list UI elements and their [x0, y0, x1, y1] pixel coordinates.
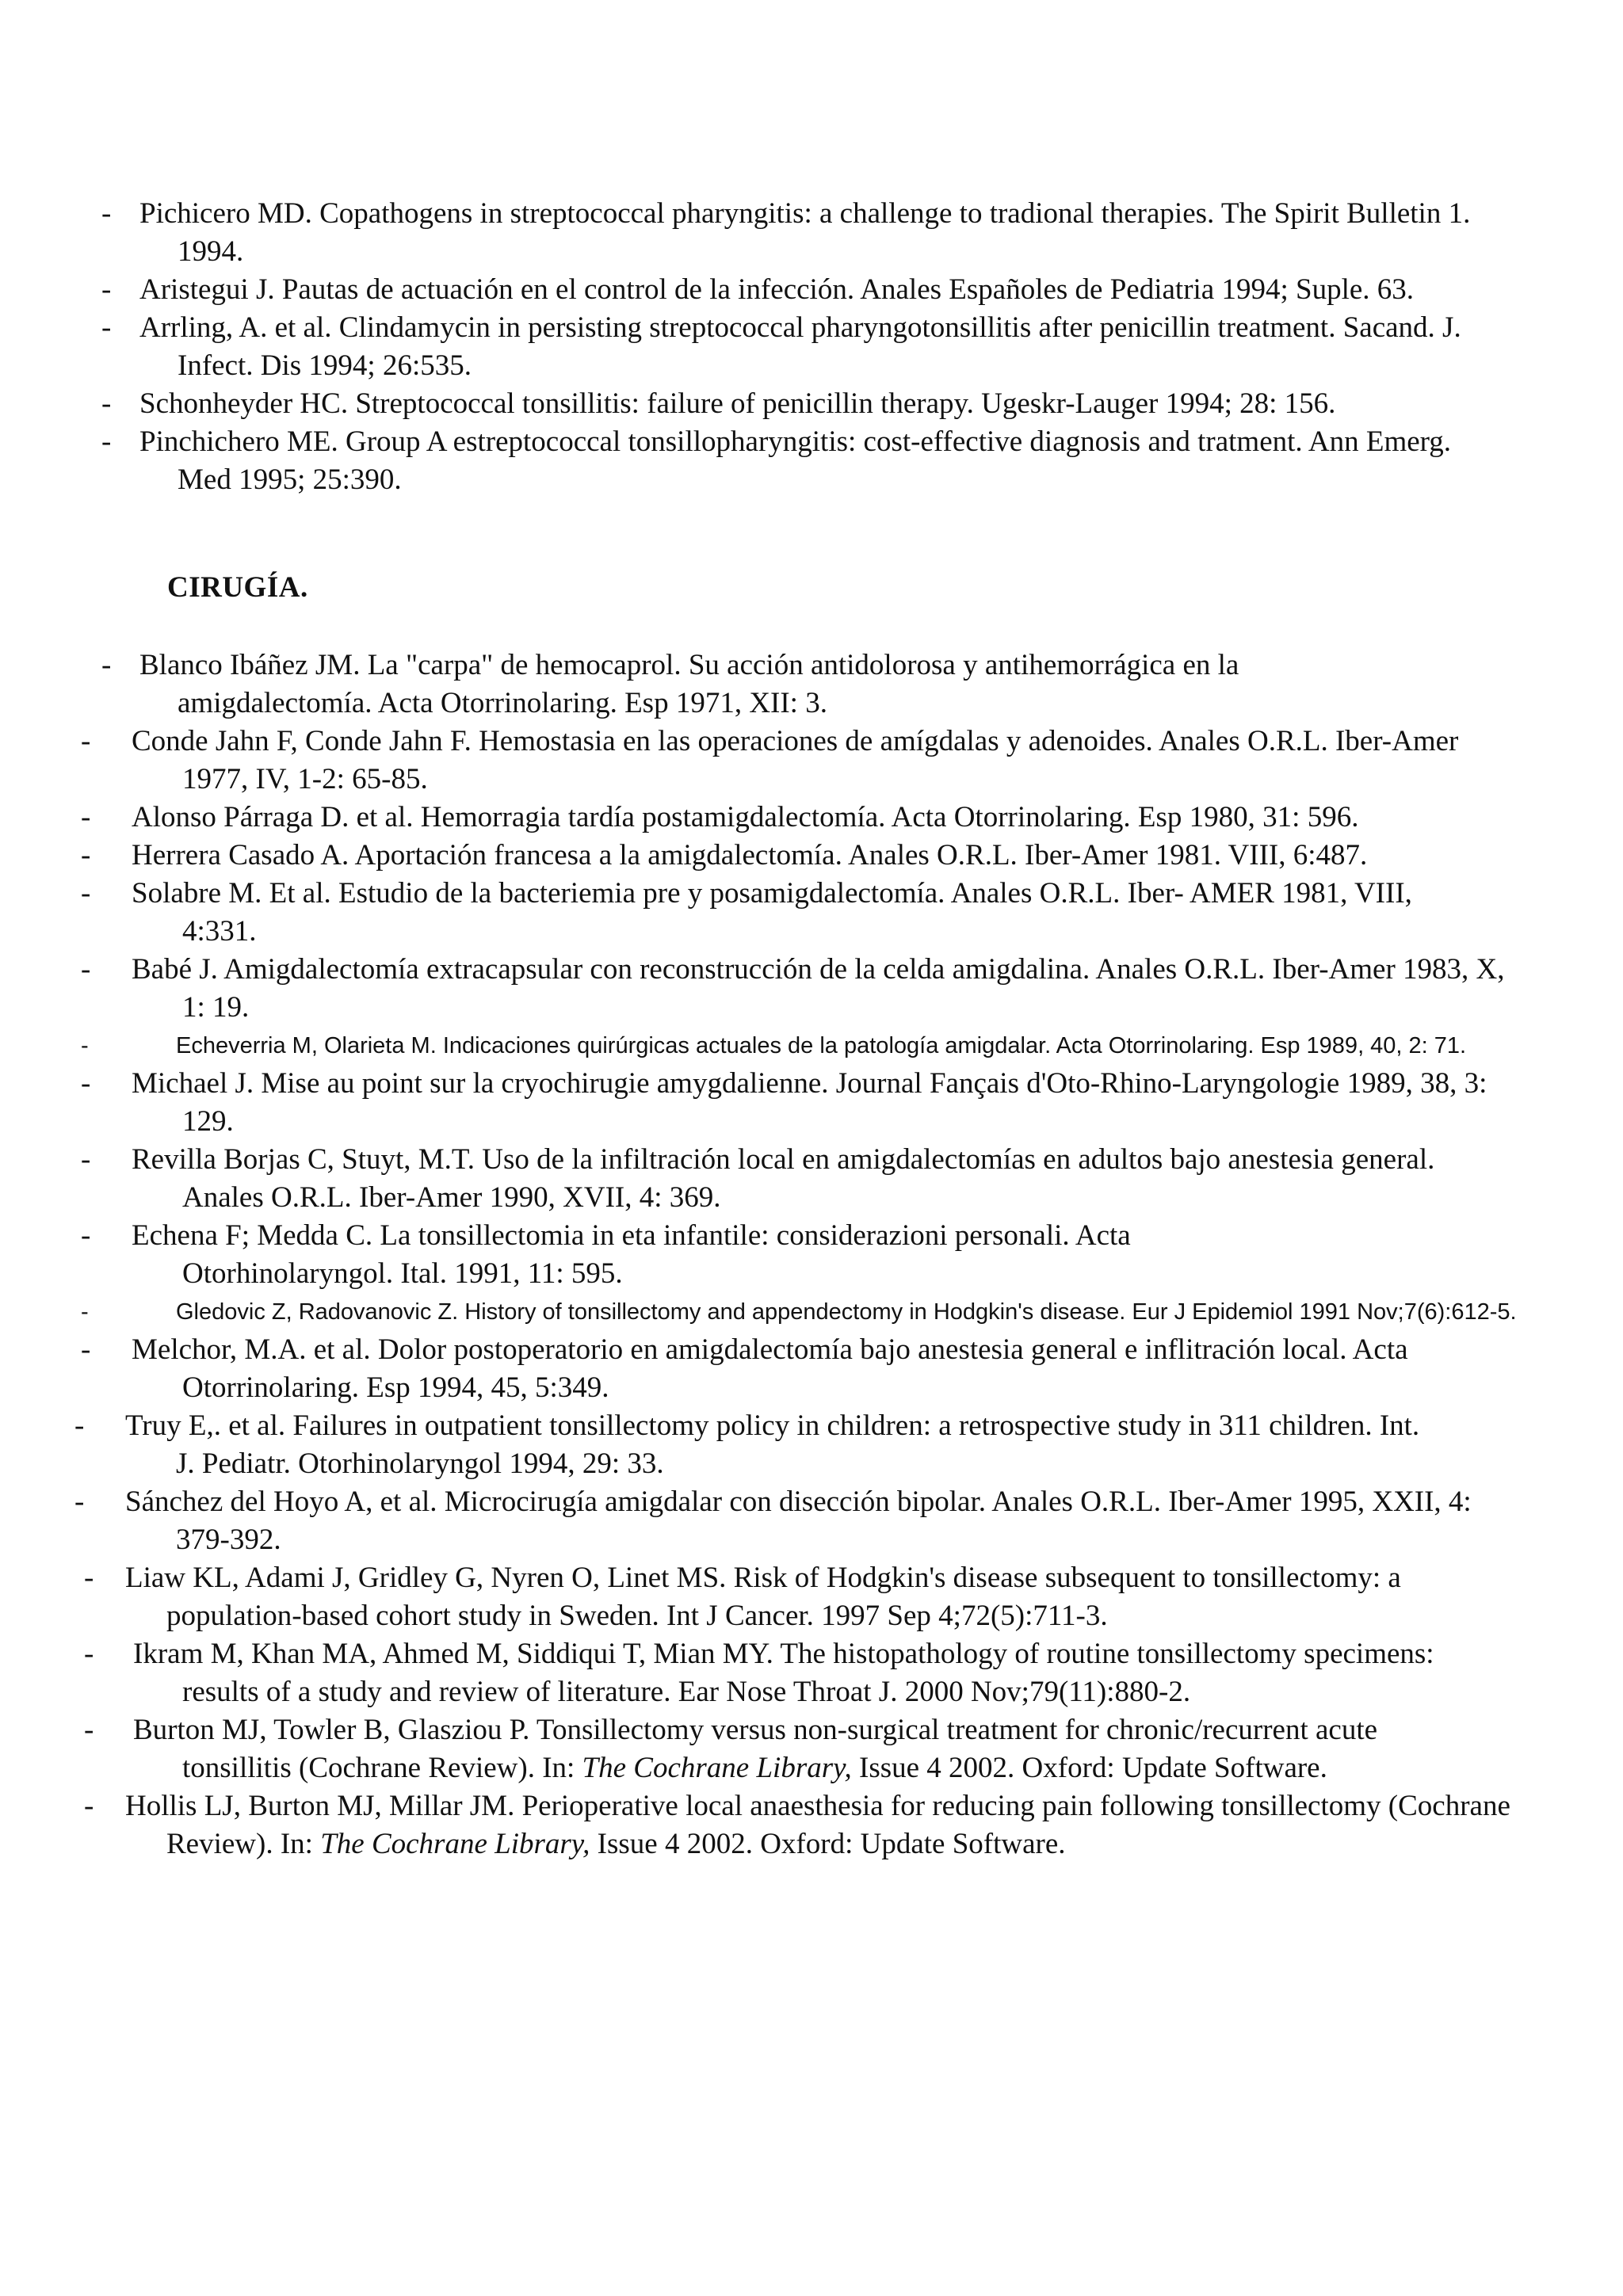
- reference-item: - Herrera Casado A. Aportación francesa a la amigdalectomía. Anales O.R.L. Iber-Amer 1981. VIII, 6:487.: [81, 839, 1368, 871]
- reference-item: - Babé J. Amigdalectomía extracapsular con reconstrucción de la celda amigdalina. Anales O.R.L. Iber-Amer 1983, X, 1: 19.: [81, 953, 1505, 1024]
- reference-text: Echeverria M, Olarieta M. Indicaciones quirúrgicas actuales de la patología amigdalar. Acta Otorrinolaring. Esp 1989, 40, 2: 71.: [176, 1033, 1467, 1058]
- reference-item: - Gledovic Z, Radovanovic Z. History of tonsillectomy and appendectomy in Hodgkin's disease. Eur J Epidemiol 1991 Nov;7(6):612-5.: [81, 1299, 1517, 1325]
- reference-text: Schonheyder HC. Streptococcal tonsillitis: failure of penicillin therapy. Ugeskr-Lauger 1994; 28: 156.: [139, 387, 1336, 420]
- reference-text-tail: Issue 4 2002. Oxford: Update Software.: [851, 1752, 1327, 1784]
- reference-item: - Arrling, A. et al. Clindamycin in persisting streptococcal pharyngotonsillitis after penicillin treatment. Sacand. J. Infect. Dis 1994; 26:535.: [101, 311, 1461, 382]
- reference-item: - Melchor, M.A. et al. Dolor postoperatorio en amigdalectomía bajo anestesia general e inflitración local. Acta Otorrinolaring. Esp 1994, 45, 5:349.: [81, 1333, 1408, 1404]
- reference-list-surgery: [0, 646, 1623, 1863]
- reference-item: - Aristegui J. Pautas de actuación en el control de la infección. Anales Españoles de Pediatria 1994; Suple. 63.: [101, 273, 1415, 306]
- reference-text: Pinchichero ME. Group A estreptococcal tonsillopharyngitis: cost-effective diagnosis and tratment. Ann Emerg. Med 1995; 25:390.: [139, 425, 1452, 496]
- reference-item: - Echena F; Medda C. La tonsillectomia in eta infantile: considerazioni personali. Acta Otorhinolaryngol. Ital. 1991, 11: 595.: [81, 1219, 1131, 1290]
- reference-text: Arrling, A. et al. Clindamycin in persisting streptococcal pharyngotonsillitis after penicillin treatment. Sacand. J. Infect. Dis 1994; 26:535.: [139, 311, 1461, 382]
- reference-item: - Revilla Borjas C, Stuyt, M.T. Uso de la infiltración local en amigdalectomías en adultos bajo anestesia general. Anales O.R.L. Iber-Amer 1990, XVII, 4: 369.: [81, 1143, 1435, 1214]
- reference-text: Aristegui J. Pautas de actuación en el control de la infección. Anales Españoles de Pediatria 1994; Suple. 63.: [139, 273, 1415, 306]
- reference-text: Solabre M. Et al. Estudio de la bacteriemia pre y posamigdalectomía. Anales O.R.L. Iber- AMER 1981, VIII, 4:331.: [132, 877, 1412, 948]
- reference-text: Hollis LJ, Burton MJ, Millar JM. Perioperative local anaesthesia for reducing pain following tonsillectomy (Cochrane Review). In:: [125, 1790, 1510, 1860]
- section-heading: CIRUGÍA.: [167, 571, 308, 604]
- reference-text: Herrera Casado A. Aportación francesa a la amigdalectomía. Anales O.R.L. Iber-Amer 1981. VIII, 6:487.: [132, 839, 1368, 871]
- reference-item: - Conde Jahn F, Conde Jahn F. Hemostasia en las operaciones de amígdalas y adenoides. Anales O.R.L. Iber-Amer 1977, IV, 1-2: 65-85.: [81, 725, 1459, 795]
- reference-text-tail: Issue 4 2002. Oxford: Update Software.: [590, 1828, 1066, 1860]
- reference-text: Truy E,. et al. Failures in outpatient tonsillectomy policy in children: a retrospective study in 311 children. Int. J. Pediatr. Otorhinolaryngol 1994, 29: 33.: [125, 1409, 1420, 1480]
- reference-item: - Echeverria M, Olarieta M. Indicaciones quirúrgicas actuales de la patología amigdalar. Acta Otorrinolaring. Esp 1989, 40, 2: 71.: [81, 1033, 1467, 1058]
- reference-item: - Liaw KL, Adami J, Gridley G, Nyren O, Linet MS. Risk of Hodgkin's disease subsequent to tonsillectomy: a population-based cohort study in Sweden. Int J Cancer. 1997 Sep 4;72(5):711-3.: [84, 1562, 1401, 1632]
- reference-text: Babé J. Amigdalectomía extracapsular con reconstrucción de la celda amigdalina. Anales O.R.L. Iber-Amer 1983, X, 1: 19.: [132, 953, 1505, 1024]
- reference-text: Pichicero MD. Copathogens in streptococcal pharyngitis: a challenge to tradional therapies. The Spirit Bulletin 1. 1994.: [139, 197, 1471, 268]
- reference-item: - Alonso Párraga D. et al. Hemorragia tardía postamigdalectomía. Acta Otorrinolaring. Esp 1980, 31: 596.: [81, 801, 1359, 833]
- reference-item: - Pichicero MD. Copathogens in streptococcal pharyngitis: a challenge to tradional therapies. The Spirit Bulletin 1. 1994.: [101, 197, 1471, 268]
- reference-item: - Burton MJ, Towler B, Glasziou P. Tonsillectomy versus non-surgical treatment for chronic/recurrent acute tonsillitis (Cochrane Review). In: The Cochrane Library, Issue 4 2002. Oxford: Update Software.: [84, 1714, 1378, 1784]
- reference-text: Revilla Borjas C, Stuyt, M.T. Uso de la infiltración local en amigdalectomías en adultos bajo anestesia general. Anales O.R.L. Iber-Amer 1990, XVII, 4: 369.: [132, 1143, 1435, 1214]
- reference-journal-italic: The Cochrane Library,: [320, 1828, 590, 1860]
- reference-text: Blanco Ibáñez JM. La "carpa" de hemocaprol. Su acción antidolorosa y antihemorrágica en la amigdalectomía. Acta Otorrinolaring. Esp 1971, XII: 3.: [139, 649, 1239, 719]
- reference-journal-italic: The Cochrane Library,: [582, 1752, 852, 1784]
- reference-text: Burton MJ, Towler B, Glasziou P. Tonsillectomy versus non-surgical treatment for chronic/recurrent acute tonsillitis (Cochrane Review). In:: [133, 1714, 1378, 1784]
- reference-text: Alonso Párraga D. et al. Hemorragia tardía postamigdalectomía. Acta Otorrinolaring. Esp 1980, 31: 596.: [132, 801, 1359, 833]
- reference-text: Melchor, M.A. et al. Dolor postoperatorio en amigdalectomía bajo anestesia general e inflitración local. Acta Otorrinolaring. Esp 1994, 45, 5:349.: [132, 1333, 1408, 1404]
- reference-item: - Solabre M. Et al. Estudio de la bacteriemia pre y posamigdalectomía. Anales O.R.L. Iber- AMER 1981, VIII, 4:331.: [81, 877, 1412, 948]
- reference-list-top: [0, 195, 1623, 499]
- reference-item: - Sánchez del Hoyo A, et al. Microcirugía amigdalar con disección bipolar. Anales O.R.L. Iber-Amer 1995, XXII, 4: 379-392.: [74, 1486, 1472, 1556]
- reference-text: Conde Jahn F, Conde Jahn F. Hemostasia en las operaciones de amígdalas y adenoides. Anales O.R.L. Iber-Amer 1977, IV, 1-2: 65-85.: [132, 725, 1459, 795]
- reference-item: - Ikram M, Khan MA, Ahmed M, Siddiqui T, Mian MY. The histopathology of routine tonsillectomy specimens: results of a study and review of literature. Ear Nose Throat J. 2000 Nov;79(11):880-2.: [84, 1638, 1434, 1708]
- reference-item: - Hollis LJ, Burton MJ, Millar JM. Perioperative local anaesthesia for reducing pain following tonsillectomy (Cochrane Review). In: The Cochrane Library, Issue 4 2002. Oxford: Update Software.: [84, 1790, 1510, 1860]
- reference-item: - Pinchichero ME. Group A estreptococcal tonsillopharyngitis: cost-effective diagnosis and tratment. Ann Emerg. Med 1995; 25:390.: [101, 425, 1452, 496]
- reference-text: Michael J. Mise au point sur la cryochirugie amygdalienne. Journal Fançais d'Oto-Rhino-Laryngologie 1989, 38, 3: 129.: [132, 1067, 1487, 1138]
- reference-text: Gledovic Z, Radovanovic Z. History of tonsillectomy and appendectomy in Hodgkin's disease. Eur J Epidemiol 1991 Nov;7(6):612-5.: [176, 1299, 1517, 1325]
- reference-text: Ikram M, Khan MA, Ahmed M, Siddiqui T, Mian MY. The histopathology of routine tonsillectomy specimens: results of a study and review of literature. Ear Nose Throat J. 2000 Nov;79(11):880-2.: [133, 1638, 1434, 1708]
- reference-text: Sánchez del Hoyo A, et al. Microcirugía amigdalar con disección bipolar. Anales O.R.L. Iber-Amer 1995, XXII, 4: 379-392.: [125, 1486, 1472, 1556]
- reference-text: Liaw KL, Adami J, Gridley G, Nyren O, Linet MS. Risk of Hodgkin's disease subsequent to tonsillectomy: a population-based cohort study in Sweden. Int J Cancer. 1997 Sep 4;72(5):711-3.: [125, 1562, 1401, 1632]
- reference-text: Echena F; Medda C. La tonsillectomia in eta infantile: considerazioni personali. Acta Otorhinolaryngol. Ital. 1991, 11: 595.: [132, 1219, 1131, 1290]
- reference-item: - Schonheyder HC. Streptococcal tonsillitis: failure of penicillin therapy. Ugeskr-Lauger 1994; 28: 156.: [101, 387, 1336, 420]
- reference-item: - Blanco Ibáñez JM. La "carpa" de hemocaprol. Su acción antidolorosa y antihemorrágica en la amigdalectomía. Acta Otorrinolaring. Esp 1971, XII: 3.: [101, 649, 1239, 719]
- reference-item: - Truy E,. et al. Failures in outpatient tonsillectomy policy in children: a retrospective study in 311 children. Int. J. Pediatr. Otorhinolaryngol 1994, 29: 33.: [74, 1409, 1420, 1480]
- reference-item: - Michael J. Mise au point sur la cryochirugie amygdalienne. Journal Fançais d'Oto-Rhino-Laryngologie 1989, 38, 3: 129.: [81, 1067, 1487, 1138]
